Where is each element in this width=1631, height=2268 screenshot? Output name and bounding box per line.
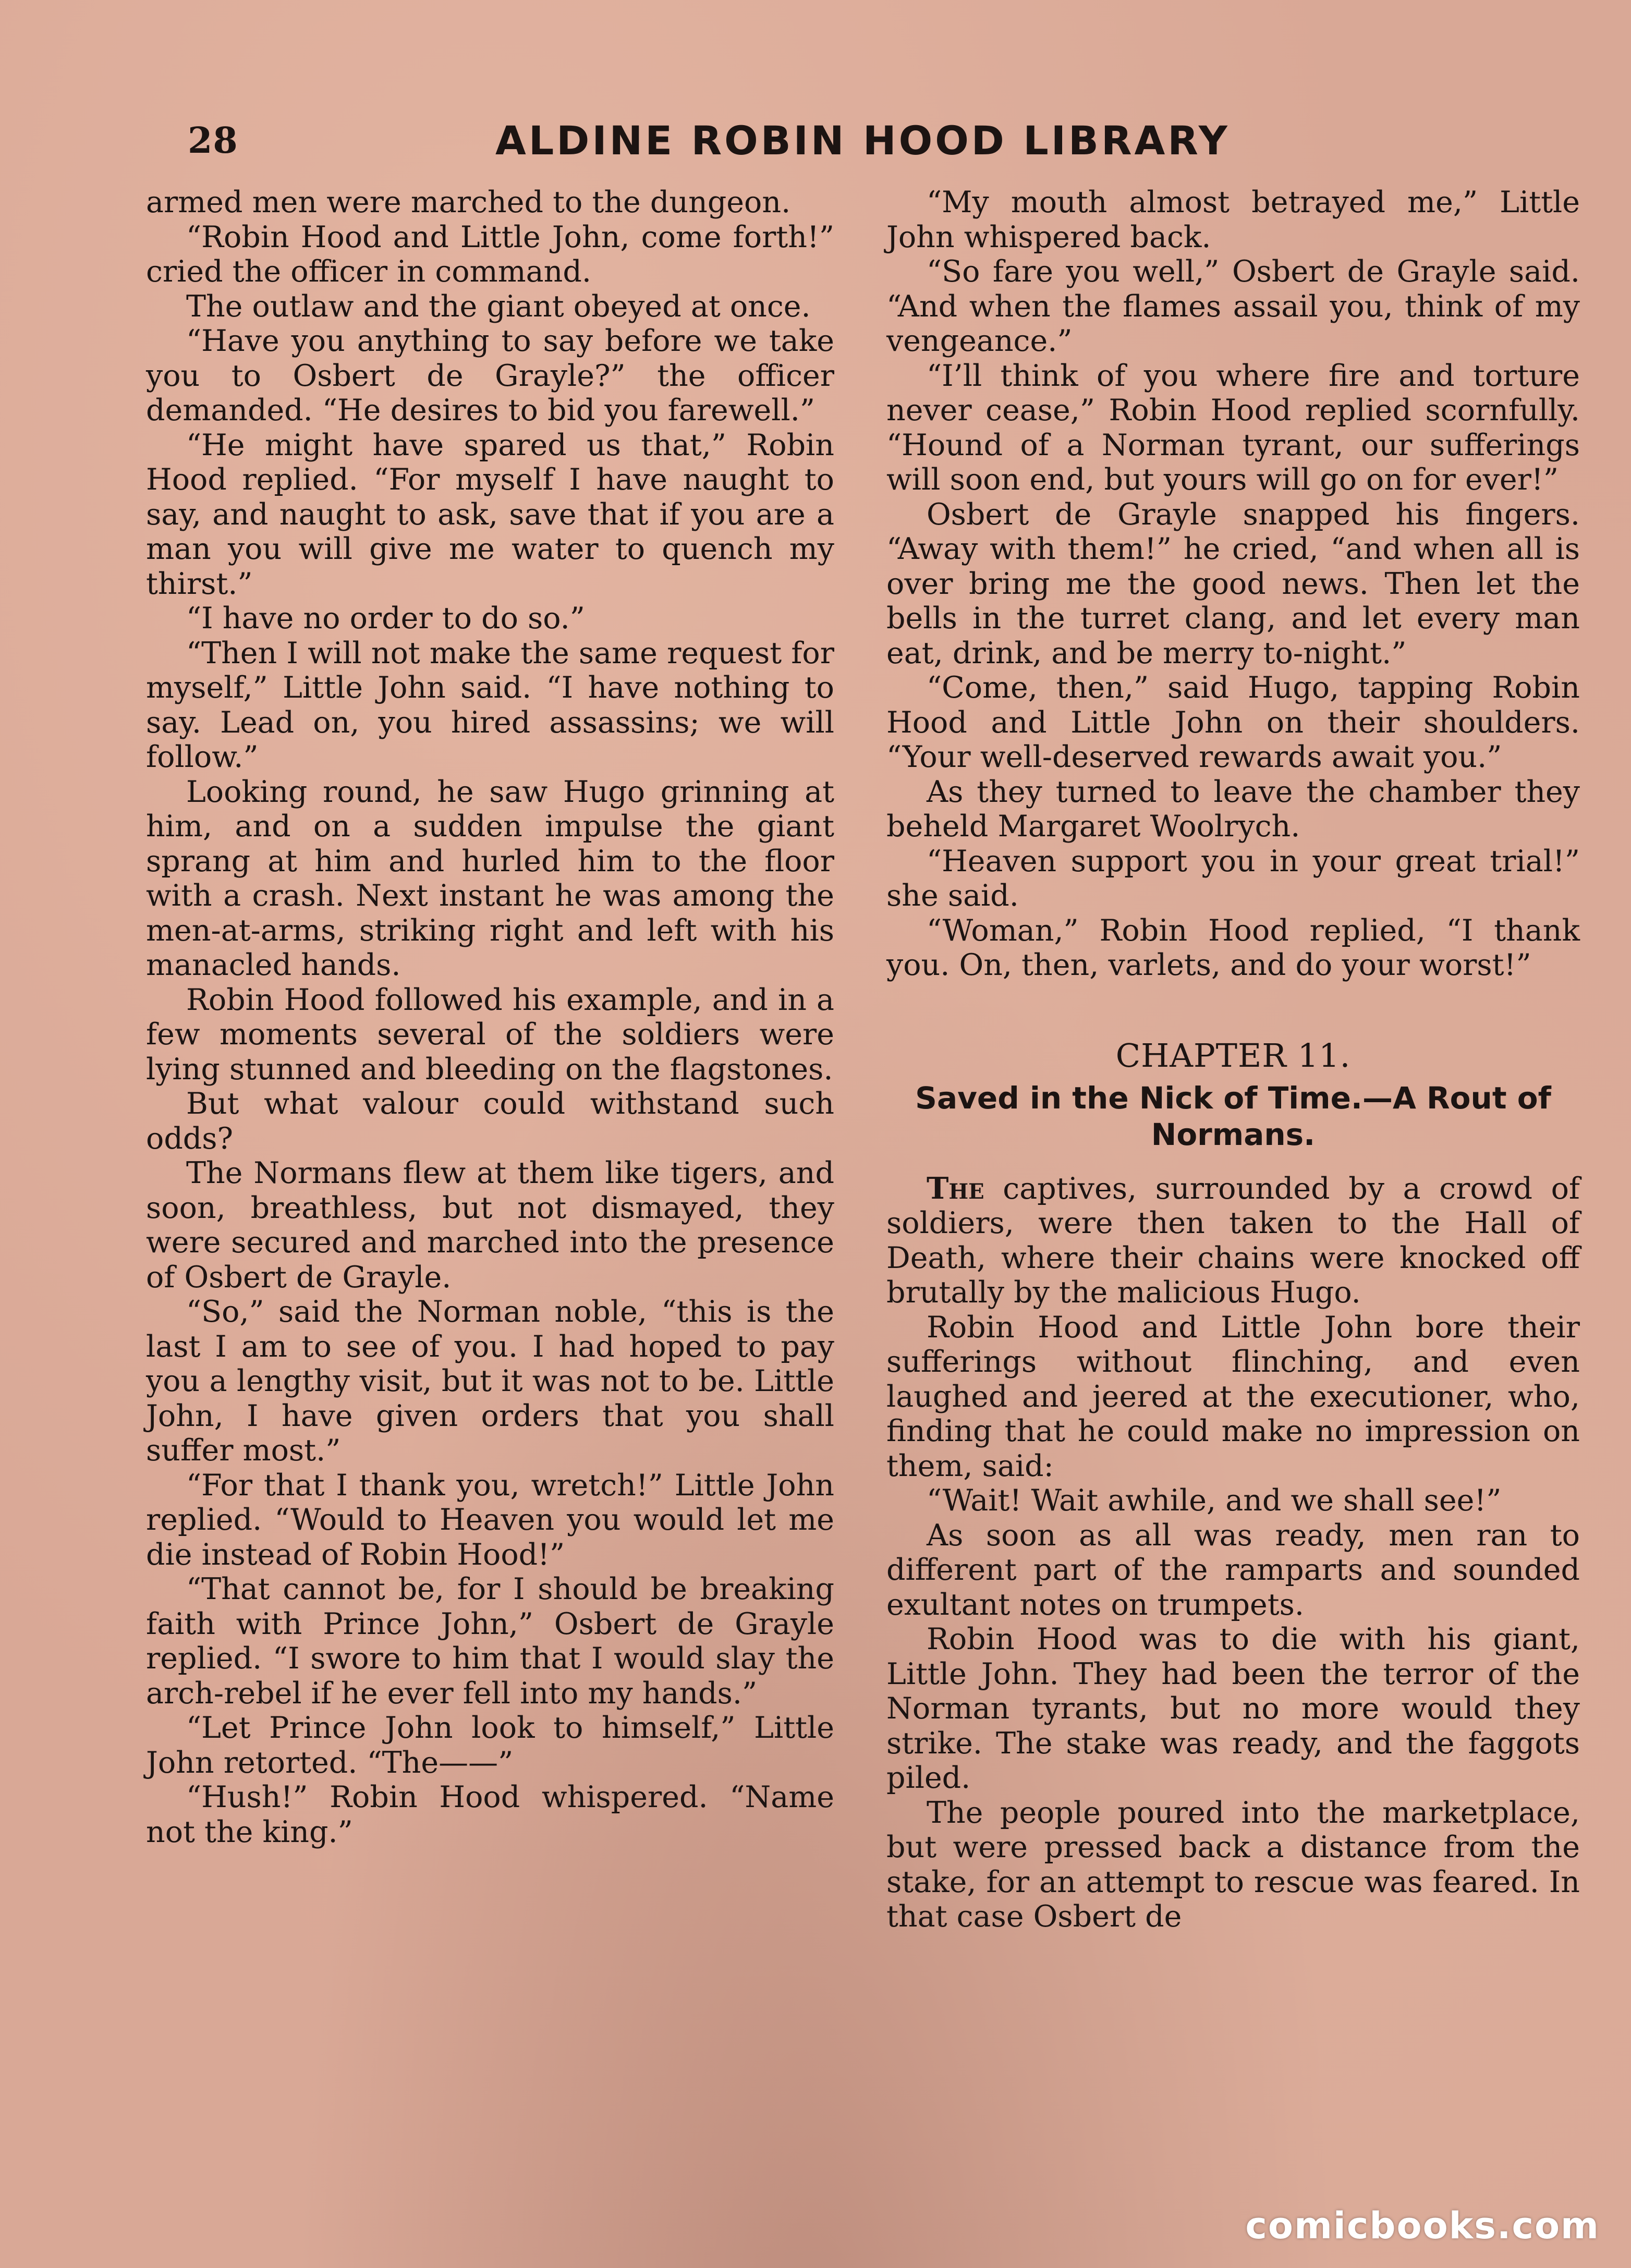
paragraph: “So fare you well,” Osbert de Grayle said. “And when the flames assail you, think of my vengeance.” — [886, 254, 1580, 358]
opening-word: The — [926, 1170, 984, 1206]
paragraph: “So,” said the Norman noble, “this is the last I am to see of you. I had hoped to pay you a lengthy visit, but it was not to be. Little John, I have given orders that you shall suffer most.” — [146, 1295, 834, 1468]
paragraph: “Let Prince John look to himself,” Little John retorted. “The——” — [146, 1711, 834, 1780]
paragraph: “Come, then,” said Hugo, tapping Robin Hood and Little John on their shoulders. “Your well-deserved rewards await you.” — [886, 670, 1580, 774]
paragraph: “He might have spared us that,” Robin Hood replied. “For myself I have naught to say, and naught to ask, save that if you are a man you will give me water to quench my thirst.” — [146, 428, 834, 601]
paragraph: “Have you anything to say before we take you to Osbert de Grayle?” the officer demanded. “He desires to bid you farewell.” — [146, 324, 834, 428]
left-column — [146, 185, 834, 1849]
paragraph: “My mouth almost betrayed me,” Little John whispered back. — [886, 185, 1580, 254]
paragraph: “Wait! Wait awhile, and we shall see!” — [926, 1483, 1502, 1518]
paragraph: The outlaw and the giant obeyed at once. — [186, 289, 811, 324]
paragraph: “That cannot be, for I should be breaking faith with Prince John,” Osbert de Grayle replied. “I swore to him that I would slay the arch-rebel if he ever fell into my hands.” — [146, 1572, 834, 1711]
paragraph: Looking round, he saw Hugo grinning at him, and on a sudden impulse the giant sprang at him and hurled him to the floor with a crash. Next instant he was among the men-at-arms, striking right and left with his manacled hands. — [146, 774, 834, 982]
paragraph: “Then I will not make the same request for myself,” Little John said. “I have nothing to say. Lead on, you hired assassins; we will follow.” — [146, 636, 834, 774]
paragraph: “Woman,” Robin Hood replied, “I thank you. On, then, varlets, and do your worst!” — [886, 913, 1580, 982]
paragraph: armed men were marched to the dungeon. — [146, 185, 791, 220]
right-column — [886, 185, 1580, 1934]
chapter-opening-paragraph — [886, 1172, 1580, 1310]
running-title: ALDINE ROBIN HOOD LIBRARY — [495, 117, 1230, 164]
paragraph: “Robin Hood and Little John, come forth!” cried the officer in command. — [146, 220, 834, 289]
paragraph: “I’ll think of you where fire and torture never cease,” Robin Hood replied scornfully. “Hound of a Norman tyrant, our sufferings will soon end, but yours will go on for ever!” — [886, 358, 1580, 497]
paragraph: The people poured into the marketplace, but were pressed back a distance from the stake, for an attempt to rescue was feared. In that case Osbert de — [886, 1795, 1580, 1934]
chapter-number: CHAPTER 11. — [1115, 1036, 1351, 1075]
paragraph: “Hush!” Robin Hood whispered. “Name not the king.” — [146, 1780, 834, 1849]
paragraph: Osbert de Grayle snapped his fingers. “Away with them!” he cried, “and when all is over bring me the good news. Then let the bells in the turret clang, and let every man eat, drink, and be merry to-night.” — [886, 497, 1580, 670]
page-number: 28 — [188, 120, 238, 162]
opening-paragraph-text: captives, surrounded by a crowd of soldiers, were then taken to the Hall of Death, where their chains were knocked off brutally by the malicious Hugo. — [886, 1171, 1580, 1310]
paragraph: Robin Hood was to die with his giant, Little John. They had been the terror of the Norman tyrants, but no more would they strike. The stake was ready, and the faggots piled. — [886, 1622, 1580, 1795]
paragraph: As they turned to leave the chamber they beheld Margaret Woolrych. — [886, 774, 1580, 844]
paragraph: “I have no order to do so.” — [186, 601, 585, 636]
paragraph: But what valour could withstand such odds? — [146, 1087, 834, 1156]
source-watermark: comicbooks.com — [1245, 2204, 1600, 2247]
paragraph: “Heaven support you in your great trial!” she said. — [886, 844, 1580, 913]
paragraph: The Normans flew at them like tigers, and soon, breathless, but not dismayed, they were secured and marched into the presence of Osbert de Grayle. — [146, 1156, 834, 1295]
paragraph: As soon as all was ready, men ran to different part of the ramparts and sounded exultant notes on trumpets. — [886, 1518, 1580, 1622]
chapter-title: Saved in the Nick of Time.—A Rout of Normans. — [915, 1080, 1551, 1152]
paragraph: “For that I thank you, wretch!” Little John replied. “Would to Heaven you would let me die instead of Robin Hood!” — [146, 1468, 834, 1572]
page-header — [188, 112, 1517, 169]
paragraph: Robin Hood and Little John bore their sufferings without flinching, and even laughed and jeered at the executioner, who, finding that he could make no impression on them, said: — [886, 1310, 1580, 1483]
paragraph: Robin Hood followed his example, and in a few moments several of the soldiers were lying stunned and bleeding on the flagstones. — [146, 982, 834, 1087]
